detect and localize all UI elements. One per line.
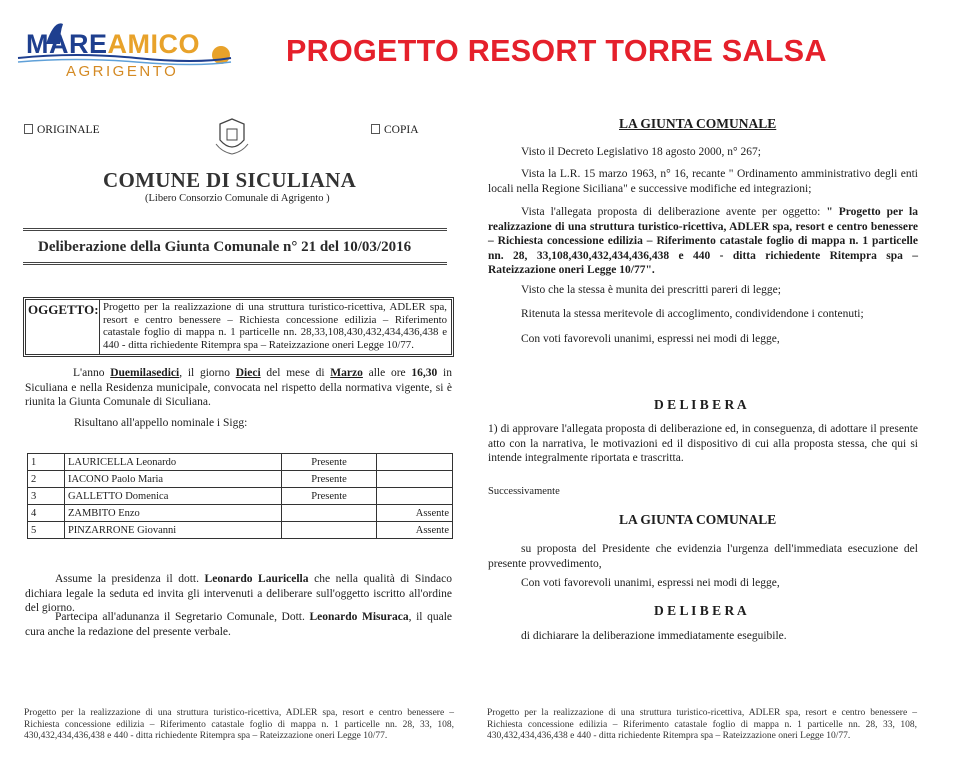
attendance-cell-assente: Assente: [376, 522, 452, 539]
attendance-row: [28, 505, 453, 522]
president-name: Leonardo Lauricella: [204, 573, 309, 585]
visto-pareri: Visto che la stessa è munita dei prescritti pareri di legge;: [521, 284, 781, 296]
attendance-cell-assente: [376, 454, 452, 471]
attendance-row: [28, 454, 453, 471]
attendance-cell-n: 2: [28, 471, 65, 488]
visto-decreto: Visto il Decreto Legislativo 18 agosto 2000, n° 267;: [521, 146, 761, 158]
right-footer: Progetto per la realizzazione di una struttura turistico-ricettiva, ADLER spa, resort e centro benessere – Richiesta concessione edilizia – Riferimento catastale foglio di mappa n. 1 particelle nn. 28, 33, 108, 430,432,434,436,438 e 440 - ditta richiedente Ritempra spa – Rateizzazione oneri Legge 10/77.: [487, 708, 917, 741]
mareamico-logo: [16, 14, 236, 82]
text: che nella qualità di Sindaco dichiara legale la seduta ed invita gli intervenuti a deliberare sull'oggetto iscritto all'ordine del giorno.: [25, 573, 452, 614]
vista-lr: Vista la L.R. 15 marzo 1963, n° 16, recante " Ordinamento amministrativo degli enti locali nella Regione Siciliana" e successive modifiche ed integrazioni;: [488, 168, 918, 195]
consorzio-subtitle: (Libero Consorzio Comunale di Agrigento ): [145, 193, 330, 204]
delibera-text: 1) di approvare l'allegata proposta di deliberazione ed, in conseguenza, di adottare il presente atto con la narrativa, le motivazioni ed il dispositivo di cui alla proposta stessa, che qui si intende integralmente riportata e trascritta.: [488, 423, 918, 464]
attendance-row: [28, 471, 453, 488]
voti-text-2: Con voti favorevoli unanimi, espressi nei modi di legge,: [521, 577, 780, 589]
comune-title: COMUNE DI SICULIANA: [103, 168, 357, 192]
attendance-cell-n: 4: [28, 505, 65, 522]
voti-text: Con voti favorevoli unanimi, espressi nei modi di legge,: [521, 333, 780, 345]
copy-checkbox: [371, 123, 419, 138]
text: alle ore: [362, 367, 412, 379]
paragraph-presidenza: [25, 572, 452, 616]
logo-subtitle: AGRIGENTO: [66, 63, 179, 80]
giunta-title-2: LA GIUNTA COMUNALE: [619, 512, 777, 527]
risultano-text: Risultano all'appello nominale i Sigg:: [74, 417, 248, 429]
attendance-cell-presente: Presente: [282, 454, 377, 471]
attendance-row: [28, 488, 453, 505]
attendance-cell-presente: Presente: [282, 488, 377, 505]
attendance-cell-assente: [376, 471, 452, 488]
divider-bottom: [23, 262, 447, 265]
original-label: ORIGINALE: [37, 124, 100, 136]
text: Partecipa all'adunanza il Segretario Comunale, Dott.: [55, 611, 310, 623]
attendance-cell-name: ZAMBITO Enzo: [64, 505, 281, 522]
attendance-cell-name: GALLETTO Domenica: [64, 488, 281, 505]
paragraph-segretario: [25, 610, 452, 639]
ritenuta-text: Ritenuta la stessa meritevole di accoglimento, condividendone i contenuti;: [521, 308, 864, 320]
attendance-cell-presente: [282, 505, 377, 522]
checkbox-icon: [24, 124, 33, 134]
month: Marzo: [330, 367, 363, 379]
attendance-cell-presente: [282, 522, 377, 539]
delibera-heading: D E L I B E R A: [654, 397, 747, 412]
copy-label: COPIA: [384, 124, 419, 136]
left-footer: Progetto per la realizzazione di una struttura turistico-ricettiva, ADLER spa, resort e centro benessere – Richiesta concessione edilizia – Riferimento catastale foglio di mappa n. 1 particelle nn. 28, 33, 108, 430,432,434,436,438 e 440 - ditta richiedente Ritempra spa – Rateizzazione oneri Legge 10/77.: [24, 708, 454, 741]
logo-amico: AMICO: [107, 29, 201, 59]
text: , il giorno: [179, 367, 236, 379]
text: L'anno: [73, 367, 111, 379]
banner-title: PROGETTO RESORT TORRE SALSA: [286, 34, 827, 68]
attendance-cell-assente: Assente: [376, 505, 452, 522]
delibera-heading-2: D E L I B E R A: [654, 603, 747, 618]
attendance-cell-n: 5: [28, 522, 65, 539]
secretary-name: Leonardo Misuraca: [309, 611, 409, 623]
giunta-title: LA GIUNTA COMUNALE: [619, 116, 777, 131]
attendance-cell-name: LAURICELLA Leonardo: [64, 454, 281, 471]
text: , il quale cura anche la redazione del presente verbale.: [25, 611, 452, 638]
oggetto-box: [25, 299, 452, 355]
attendance-cell-name: PINZARRONE Giovanni: [64, 522, 281, 539]
divider-top: [23, 228, 447, 231]
attendance-table: [27, 453, 453, 539]
dichiarare-text: di dichiarare la deliberazione immediatamente eseguibile.: [521, 630, 787, 642]
attendance-cell-name: IACONO Paolo Maria: [64, 471, 281, 488]
attendance-cell-presente: Presente: [282, 471, 377, 488]
text: Vista l'allegata proposta di deliberazione avente per oggetto:: [521, 206, 827, 218]
attendance-cell-assente: [376, 488, 452, 505]
deliberazione-title: Deliberazione della Giunta Comunale n° 21 del 10/03/2016: [38, 239, 412, 255]
attendance-cell-n: 3: [28, 488, 65, 505]
text: in Siculiana e nella Residenza municipale, convocata nel rispetto della normativa vigente, si è riunita la Giunta Comunale di Siculiana.: [25, 367, 452, 408]
paragraph-anno: [25, 366, 452, 410]
oggetto-divider: [99, 300, 100, 354]
day: Dieci: [235, 367, 261, 379]
logo-a: A: [49, 29, 69, 59]
vista-proposta: [488, 205, 918, 278]
time: 16,30: [411, 367, 438, 379]
oggetto-text: Progetto per la realizzazione di una struttura turistico-ricettiva, ADLER spa, resort e centro benessere – Richiesta concessione edilizia – Riferimento catastale foglio di mappa n. 1 particelle nn. 28,33,108,430,432,434,436,438 e 440 - ditta richiedente Ritempra spa – Rateizzazione oneri Legge 10/77.: [103, 301, 447, 351]
logo-re: RE: [69, 29, 108, 59]
proposta-text: su proposta del Presidente che evidenzia l'urgenza dell'immediata esecuzione del presente provvedimento,: [488, 543, 918, 570]
original-checkbox: [24, 123, 100, 138]
text: del mese di: [260, 367, 331, 379]
proposta-oggetto: " Progetto per la realizzazione di una struttura turistico-ricettiva, ADLER spa, resort e centro benessere – Richiesta concessione edilizia – Riferimento catastale foglio di mappa n. 1 particelle nn. 28, 33,108,430,432,434,436,438 e 440 - ditta richiedente Ritempra spa – Rateizzazione oneri Legge 10/77".: [488, 206, 918, 276]
attendance-cell-n: 1: [28, 454, 65, 471]
text: Assume la presidenza il dott.: [55, 573, 205, 585]
attendance-row: [28, 522, 453, 539]
oggetto-label: OGGETTO:: [28, 302, 99, 317]
logo-m: M: [26, 29, 49, 59]
checkbox-icon: [371, 124, 380, 134]
successivamente-text: Successivamente: [488, 486, 560, 497]
year: Duemilasedici: [110, 367, 180, 379]
coat-of-arms-icon: [212, 116, 252, 156]
